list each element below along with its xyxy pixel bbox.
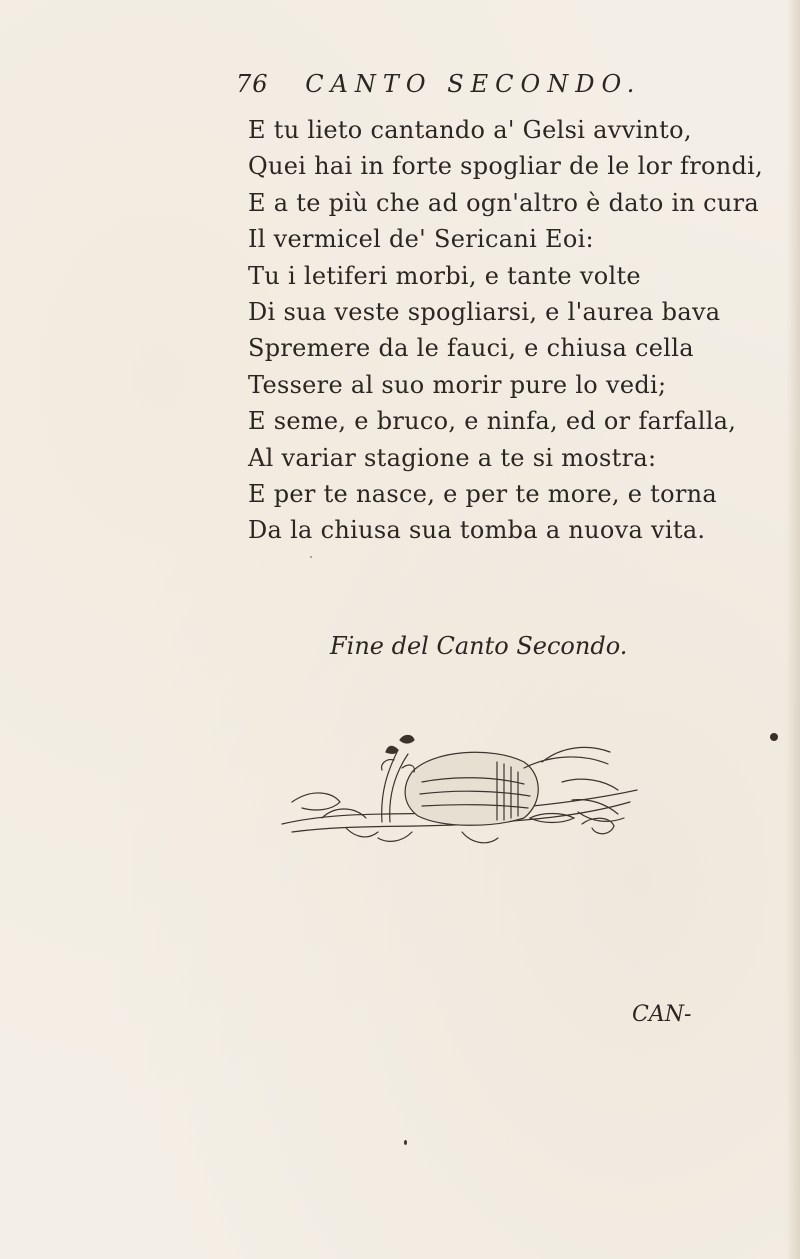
poem-line: E tu lieto cantando a' Gelsi avvinto, [248,116,692,144]
page-number: 76 [236,70,269,98]
poem-line: Di sua veste spogliarsi, e l'aurea bava [248,298,721,327]
poem-line: Tu i letiferi morbi, e tante volte [248,261,641,290]
paper-speck [770,733,778,741]
running-title: CANTO SECONDO. [305,70,642,98]
poem-line: E per te nasce, e per te more, e torna [248,480,717,509]
poem-line: Tessere al suo morir pure lo vedi; [248,370,667,399]
decorative-engraving-icon [262,732,652,852]
poem-line: E seme, e bruco, e ninfa, ed or farfalla, [248,407,737,436]
poem-line: Da la chiusa sua tomba a nuova vita. [248,516,706,545]
poem-line: Il vermicel de' Sericani Eoi: [248,225,594,254]
page-edge-shadow [786,0,800,1259]
catchword: CAN- [632,1002,692,1027]
poem-text [248,112,768,549]
closing-line: Fine del Canto Secondo. [330,632,628,660]
paper-speck [404,1140,407,1145]
poem-line: E a te più che ad ogn'altro è dato in cura [248,188,760,217]
poem-line: Spremere da le fauci, e chiusa cella [248,334,694,363]
running-header [236,70,641,98]
paper-speck [310,556,312,558]
poem-line: Al variar stagione a te si mostra: [248,443,657,472]
poem-line: Quei hai in forte spogliar de le lor frondi, [248,152,764,181]
